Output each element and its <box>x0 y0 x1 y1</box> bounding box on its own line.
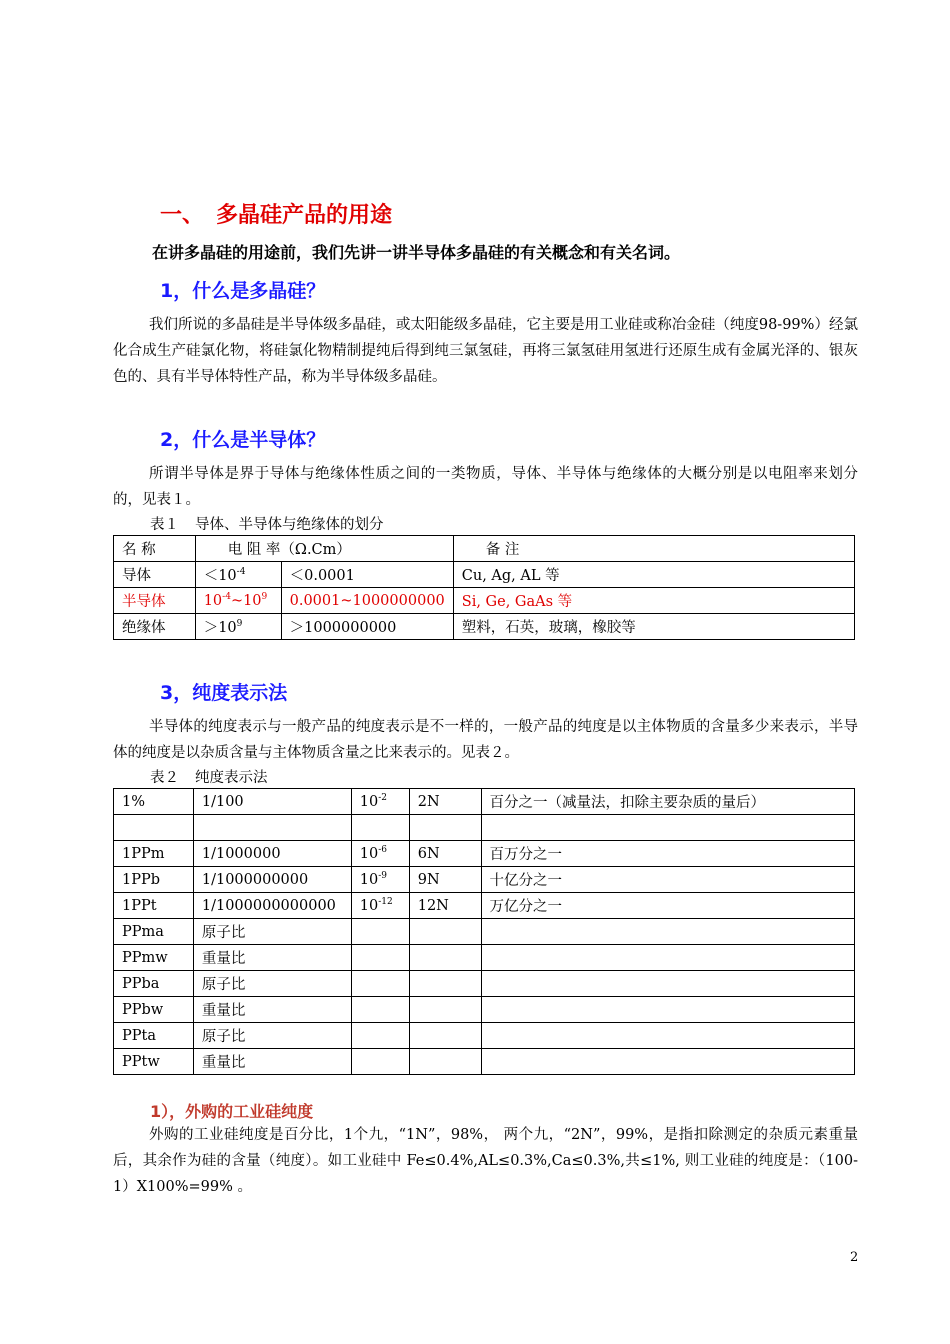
cell-unit: 1% <box>114 789 194 815</box>
cell-power <box>351 997 409 1023</box>
cell-fraction: 重量比 <box>193 945 351 971</box>
cell-decimal: ＜0.0001 <box>281 562 453 588</box>
cell-fraction: 1/1000000000000 <box>193 893 351 919</box>
cell-fraction: 原子比 <box>193 1023 351 1049</box>
cell-note: Si, Ge, GaAs 等 <box>453 588 854 614</box>
cell-note: Cu, Ag, AL 等 <box>453 562 854 588</box>
paragraph-semiconductor: 所谓半导体是界于导体与绝缘体性质之间的一类物质，导体、半导体与绝缘体的大概分别是以电阻率来划分的，见表１。 <box>113 466 858 508</box>
table-row <box>114 893 855 919</box>
cell-nines: 9N <box>409 867 481 893</box>
cell-nines <box>409 815 481 841</box>
header-resistivity: 电 阻 率（Ω.Cm） <box>195 536 453 562</box>
cell-description: 百万分之一 <box>481 841 854 867</box>
cell-nines: 6N <box>409 841 481 867</box>
cell-note: 塑料，石英，玻璃，橡胶等 <box>453 614 854 640</box>
cell-description <box>481 997 854 1023</box>
table-row <box>114 588 855 614</box>
table-row <box>114 614 855 640</box>
table-row <box>114 919 855 945</box>
table-row <box>114 789 855 815</box>
cell-power <box>351 815 409 841</box>
table-row <box>114 945 855 971</box>
table-row <box>114 815 855 841</box>
cell-description <box>481 1049 854 1075</box>
header-name: 名 称 <box>114 536 196 562</box>
cell-decimal: ＞1000000000 <box>281 614 453 640</box>
cell-description <box>481 1023 854 1049</box>
cell-nines <box>409 945 481 971</box>
table-row <box>114 867 855 893</box>
table2-caption <box>150 766 268 787</box>
cell-nines <box>409 1023 481 1049</box>
cell-fraction: 1/100 <box>193 789 351 815</box>
table-row <box>114 1023 855 1049</box>
cell-description: 百分之一（减量法，扣除主要杂质的量后） <box>481 789 854 815</box>
cell-fraction: 重量比 <box>193 997 351 1023</box>
cell-fraction: 1/1000000 <box>193 841 351 867</box>
cell-unit: 1PPm <box>114 841 194 867</box>
cell-nines <box>409 971 481 997</box>
cell-fraction: 原子比 <box>193 971 351 997</box>
cell-power: $10^{-2}$ <box>351 789 409 815</box>
cell-power <box>351 1023 409 1049</box>
cell-name: 半导体 <box>114 588 196 614</box>
section-heading <box>160 198 392 229</box>
cell-name: 导体 <box>114 562 196 588</box>
cell-exponent: $10^{-4}\sim 10^9$ <box>195 588 281 614</box>
cell-unit: PPma <box>114 919 194 945</box>
subheading-industrial-silicon: 1），外购的工业硅纯度 <box>150 1102 314 1121</box>
cell-power <box>351 919 409 945</box>
table2-caption-number: 表２ <box>150 770 179 786</box>
cell-nines <box>409 1049 481 1075</box>
header-note: 备 注 <box>453 536 854 562</box>
cell-description <box>481 919 854 945</box>
cell-power: $10^{-9}$ <box>351 867 409 893</box>
cell-fraction: 1/1000000000 <box>193 867 351 893</box>
cell-nines: 2N <box>409 789 481 815</box>
cell-nines <box>409 919 481 945</box>
cell-nines: 12N <box>409 893 481 919</box>
table-row <box>114 1049 855 1075</box>
cell-unit: PPba <box>114 971 194 997</box>
cell-unit <box>114 815 194 841</box>
page-number: 2 <box>850 1250 859 1265</box>
cell-exponent: $<10^{-4}$ <box>195 562 281 588</box>
table1-caption-number: 表１ <box>150 517 179 533</box>
cell-exponent: $>10^9$ <box>195 614 281 640</box>
purity-table <box>113 788 855 1075</box>
section-number: 一、 <box>160 203 205 228</box>
table1-caption <box>150 513 384 534</box>
paragraph-polysilicon: 我们所说的多晶硅是半导体级多晶硅，或太阳能级多晶硅，它主要是用工业硅或称冶金硅（纯度98-99%）经氯化合成生产硅氯化物，将硅氯化物精制提纯后得到纯三氯氢硅，再将三氯氢硅用氢进行还原生成有金属光泽的、银灰色的、具有半导体特性产品，称为半导体级多晶硅。 <box>113 317 858 385</box>
cell-unit: PPta <box>114 1023 194 1049</box>
table-row <box>114 562 855 588</box>
cell-unit: 1PPt <box>114 893 194 919</box>
cell-description: 十亿分之一 <box>481 867 854 893</box>
cell-description <box>481 945 854 971</box>
section-title: 多晶硅产品的用途 <box>216 203 393 228</box>
cell-power <box>351 971 409 997</box>
cell-power <box>351 945 409 971</box>
table1-caption-text: 导体、半导体与绝缘体的划分 <box>195 517 384 533</box>
paragraph-industrial-silicon: 外购的工业硅纯度是百分比，1个九，“1N”，98%， 两个九，“2N”，99%，是指扣除测定的杂质元素重量后，其余作为硅的含量（纯度）。如工业硅中 Fe≤0.4%,AL≤0.3%,Ca≤0.3%,共≤1%, 则工业硅的纯度是：（100-1）X100%=99% 。 <box>113 1127 858 1195</box>
cell-power: $10^{-6}$ <box>351 841 409 867</box>
heading-purity-notation: 3，纯度表示法 <box>160 682 288 704</box>
table2-caption-text: 纯度表示法 <box>195 770 268 786</box>
cell-description <box>481 971 854 997</box>
cell-nines <box>409 997 481 1023</box>
cell-unit: 1PPb <box>114 867 194 893</box>
cell-power <box>351 1049 409 1075</box>
cell-fraction: 重量比 <box>193 1049 351 1075</box>
cell-decimal: 0.0001~1000000000 <box>281 588 453 614</box>
heading-what-is-polysilicon: 1，什么是多晶硅？ <box>160 280 326 302</box>
cell-fraction <box>193 815 351 841</box>
cell-name: 绝缘体 <box>114 614 196 640</box>
resistivity-table <box>113 535 855 640</box>
table-row <box>114 971 855 997</box>
cell-fraction: 原子比 <box>193 919 351 945</box>
heading-what-is-semiconductor: 2，什么是半导体？ <box>160 429 326 451</box>
cell-unit: PPmw <box>114 945 194 971</box>
table-row <box>114 841 855 867</box>
intro-text: 在讲多晶硅的用途前，我们先讲一讲半导体多晶硅的有关概念和有关名词。 <box>152 243 681 262</box>
paragraph-purity: 半导体的纯度表示与一般产品的纯度表示是不一样的，一般产品的纯度是以主体物质的含量多少来表示，半导体的纯度是以杂质含量与主体物质含量之比来表示的。见表２。 <box>113 719 858 761</box>
cell-power: $10^{-12}$ <box>351 893 409 919</box>
table-row <box>114 997 855 1023</box>
cell-unit: PPtw <box>114 1049 194 1075</box>
cell-unit: PPbw <box>114 997 194 1023</box>
cell-description <box>481 815 854 841</box>
cell-description: 万亿分之一 <box>481 893 854 919</box>
table-header-row <box>114 536 855 562</box>
